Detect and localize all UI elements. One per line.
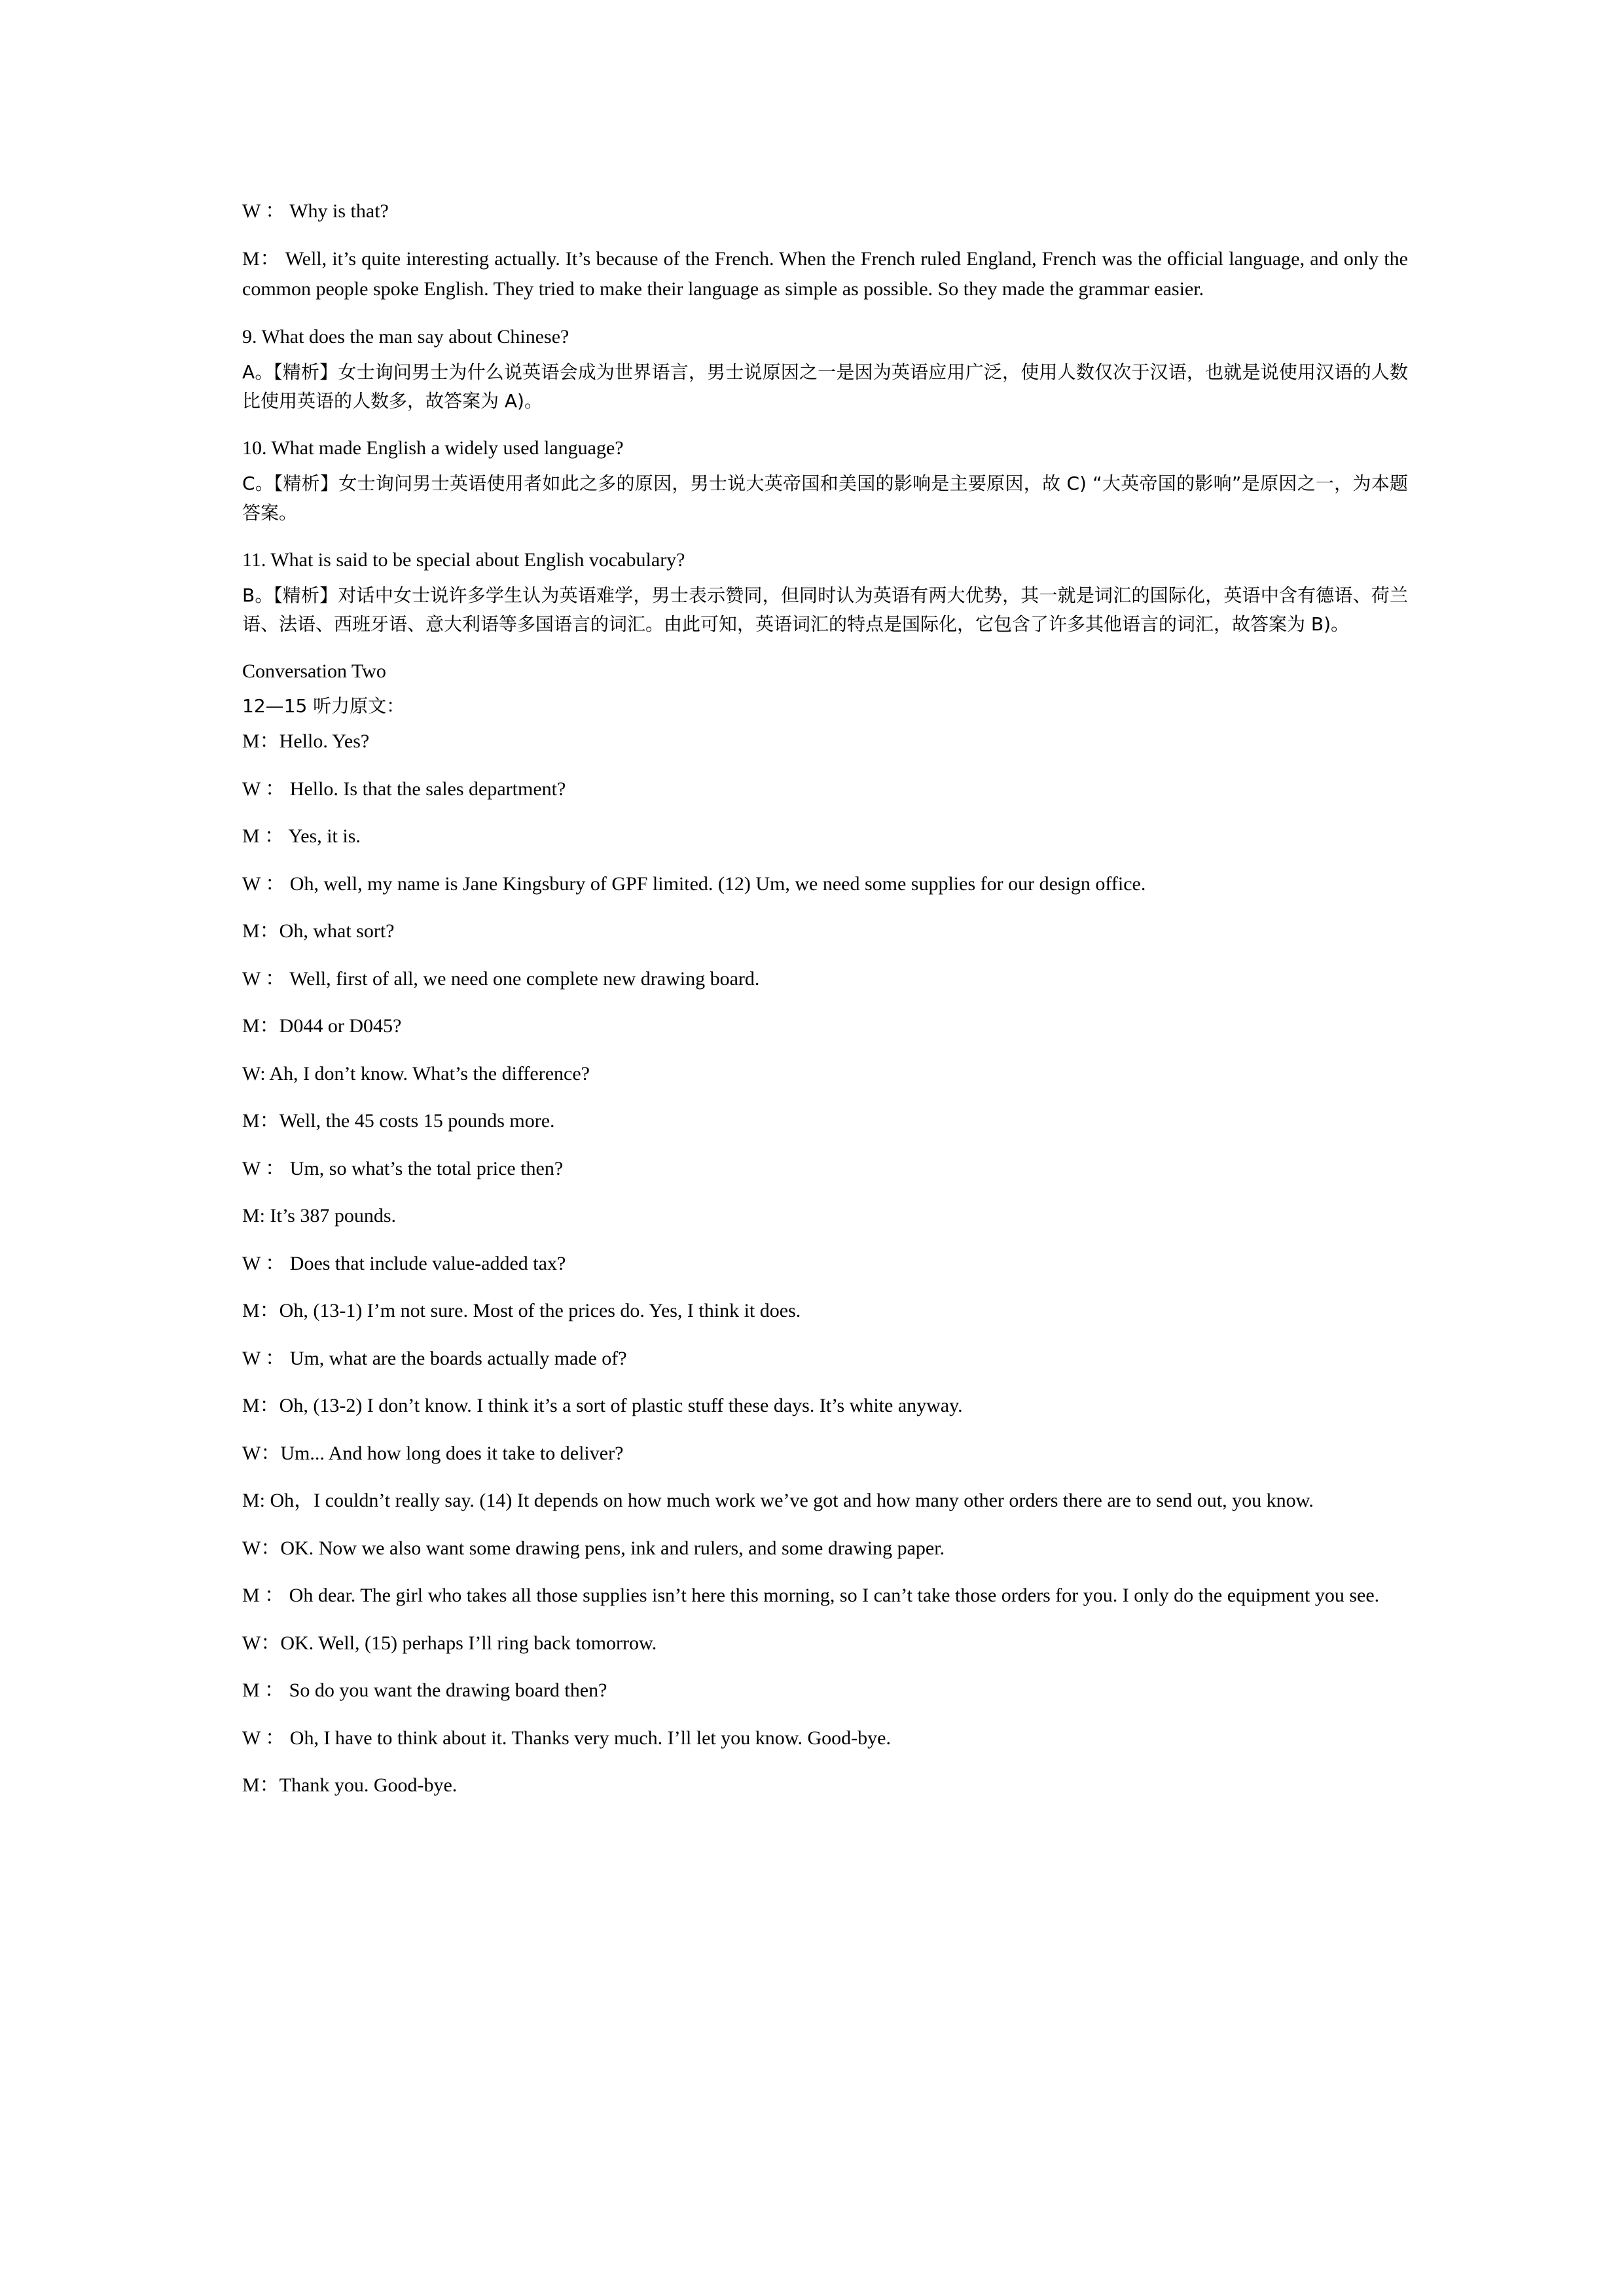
dialogue-line: M: It’s 387 pounds. [242, 1205, 397, 1227]
dialogue-line: W: Ah, I don’t know. What’s the difference? [242, 1062, 590, 1085]
dialogue-line: M：Hello. Yes? [242, 730, 370, 753]
dialogue-line: M：Well, the 45 costs 15 pounds more. [242, 1110, 555, 1132]
answer-explanation: A。【精析】女士询问男士为什么说英语会成为世界语言，男士说原因之一是因为英语应用广泛，使用人数仅次于汉语，也就是说使用汉语的人数比使用英语的人数多，故答案为 A)。 [242, 361, 1408, 412]
dialogue-line: M：Oh, what sort? [242, 920, 395, 942]
dialogue-line: M：Thank you. Good-bye. [242, 1774, 458, 1797]
dialogue-line: M： Well, it’s quite interesting actually. It’s because of the French. When the French ruled England, French was the official language, and only the common people spoke English. They tried to make their language as simple as possible. So they made the grammar easier. [242, 247, 1408, 300]
dialogue-line: M ： Oh dear. The girl who takes all those supplies isn’t here this morning, so I can’t take those orders for you. I only do the equipment you see. [242, 1585, 1380, 1607]
question-line: 10. What made English a widely used language? [242, 437, 624, 459]
dialogue-line: W ： Um, so what’s the total price then? [242, 1157, 564, 1179]
question-line: 9. What does the man say about Chinese? [242, 325, 569, 348]
dialogue-line: W：Um... And how long does it take to deliver? [242, 1442, 624, 1464]
dialogue-line: W ： Why is that? [242, 200, 389, 222]
document-body [242, 196, 1408, 1801]
question-line: 11. What is said to be special about English vocabulary? [242, 548, 685, 571]
dialogue-line: M：Oh, (13-2) I don’t know. I think it’s a sort of plastic stuff these days. It’s white anyway. [242, 1395, 963, 1417]
section-heading: Conversation Two [242, 660, 386, 683]
dialogue-line: M：Oh, (13-1) I’m not sure. Most of the prices do. Yes, I think it does. [242, 1300, 801, 1322]
dialogue-line: W ： Oh, I have to think about it. Thanks very much. I’ll let you know. Good-bye. [242, 1727, 891, 1749]
dialogue-line: M ： Yes, it is. [242, 825, 361, 848]
answer-explanation: B。【精析】对话中女士说许多学生认为英语难学，男士表示赞同，但同时认为英语有两大优势，其一就是词汇的国际化，英语中含有德语、荷兰语、法语、西班牙语、意大利语等多国语言的词汇。由此可知，英语词汇的特点是国际化，它包含了许多其他语言的词汇，故答案为 B)。 [242, 584, 1408, 636]
answer-explanation: C。【精析】女士询问男士英语使用者如此之多的原因，男士说大英帝国和美国的影响是主要原因，故 C) “大英帝国的影响”是原因之一，为本题答案。 [242, 473, 1408, 524]
dialogue-line: W ： Does that include value-added tax? [242, 1252, 566, 1274]
section-subheading: 12—15 听力原文： [242, 695, 405, 717]
dialogue-line: W ： Hello. Is that the sales department? [242, 778, 566, 800]
dialogue-line: W ： Um, what are the boards actually made of? [242, 1347, 627, 1369]
dialogue-line: W ： Oh, well, my name is Jane Kingsbury of GPF limited. (12) Um, we need some supplies for our design office. [242, 872, 1146, 895]
dialogue-line: W ： Well, first of all, we need one complete new drawing board. [242, 967, 760, 990]
dialogue-line: W：OK. Now we also want some drawing pens, ink and rulers, and some drawing paper. [242, 1537, 945, 1559]
dialogue-line: M: Oh，I couldn’t really say. (14) It depends on how much work we’ve got and how many other orders there are to send out, you know. [242, 1490, 1314, 1512]
dialogue-line: W：OK. Well, (15) perhaps I’ll ring back tomorrow. [242, 1632, 657, 1654]
dialogue-line: M：D044 or D045? [242, 1015, 402, 1037]
dialogue-line: M ： So do you want the drawing board then? [242, 1679, 607, 1702]
